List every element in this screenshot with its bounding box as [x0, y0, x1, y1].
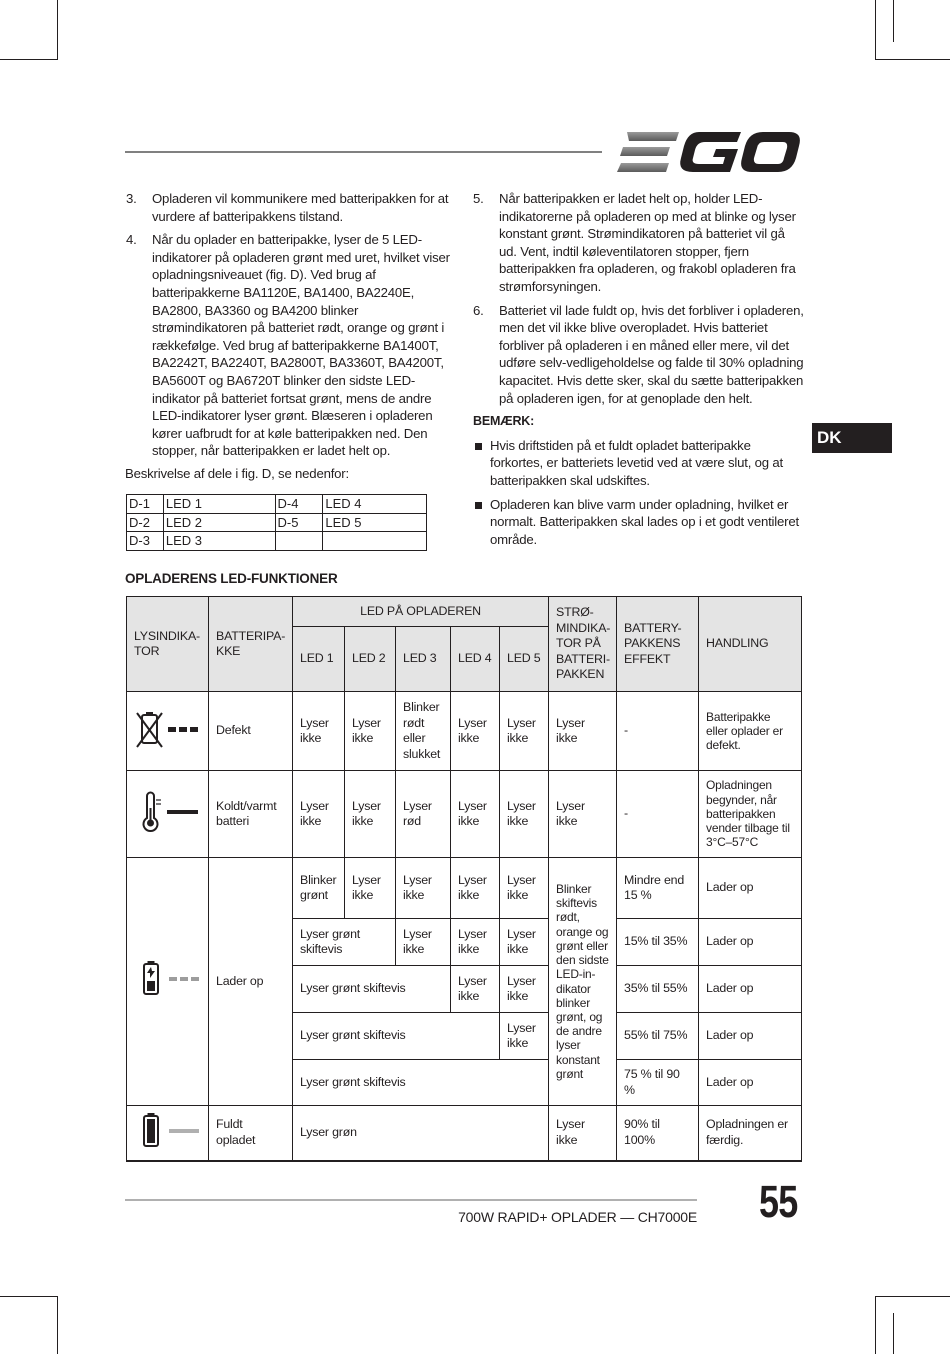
action-cell: Batteripakke eller oplader er defekt. [699, 692, 802, 771]
part-name: LED 3 [163, 532, 275, 551]
header-led5: LED 5 [500, 627, 549, 692]
footer-rule [125, 1199, 697, 1201]
led2-cell: Lyser ikke [345, 771, 396, 858]
right-column [472, 190, 804, 554]
power-indicator-cell: Lyser ikke [549, 1106, 617, 1161]
table-row [127, 513, 427, 532]
led4-cell: Lyser ikke [451, 692, 500, 771]
thermometer-icon [133, 790, 203, 834]
header-action: HANDLING [699, 597, 802, 692]
part-id: D-1 [127, 495, 164, 514]
part-name [323, 532, 427, 551]
table-row [127, 1106, 802, 1161]
header-power-indicator: STRØ-MINDIKA-TOR PÅ BATTERI-PAKKEN [549, 597, 617, 692]
header-led2: LED 2 [345, 627, 396, 692]
part-id: D-3 [127, 532, 164, 551]
led1-cell: Lyser ikke [293, 771, 345, 858]
header-led1: LED 1 [293, 627, 345, 692]
led3-cell: Lyser ikke [396, 858, 451, 919]
led1-cell: Lyser ikke [293, 692, 345, 771]
part-name: LED 4 [323, 495, 427, 514]
header-led3: LED 3 [396, 627, 451, 692]
led3-cell: Lyser ikke [396, 919, 451, 966]
footer-product-name: 700W RAPID+ OPLADER — CH7000E [458, 1209, 697, 1225]
battery-full-icon [133, 1109, 203, 1153]
note-bullet [472, 496, 804, 549]
effect-cell: - [617, 771, 699, 858]
led5-cell: Lyser ikke [500, 966, 549, 1013]
led2-cell: Lyser ikke [345, 858, 396, 919]
crop-mark [875, 1296, 876, 1354]
step-3 [125, 190, 453, 225]
indicator-cell [127, 692, 209, 771]
battery-state: Lader op [209, 858, 293, 1106]
led-functions-table [126, 596, 802, 1162]
part-name: LED 1 [163, 495, 275, 514]
led5-cell: Lyser ikke [500, 858, 549, 919]
header-charger-leds: LED PÅ OPLADEREN [293, 597, 549, 627]
effect-cell: Mindre end 15 % [617, 858, 699, 919]
effect-cell: 90% til 100% [617, 1106, 699, 1161]
action-cell: Lader op [699, 919, 802, 966]
action-cell: Lader op [699, 1013, 802, 1060]
led2-cell: Lyser ikke [345, 692, 396, 771]
step-text: Når batteripakken er ladet helt op, holder LED-indikatorerne på opladeren op med at blinke og lyser konstant grønt. Strømindikatoren på batteriet vil gå ud. Vent, indtil køleventilatoren stopper, fjern batteripakken fra opladeren, og frakobl opladeren fra strømforsyningen. [499, 191, 796, 294]
action-cell: Lader op [699, 1060, 802, 1106]
part-id [275, 532, 323, 551]
table-header-row [127, 597, 802, 627]
crop-mark [893, 0, 894, 42]
part-name: LED 2 [163, 513, 275, 532]
header-indicator: LYSINDIKA-TOR [127, 597, 209, 692]
effect-cell: 35% til 55% [617, 966, 699, 1013]
all-leds-cell: Lyser grønt skiftevis [293, 1060, 549, 1106]
effect-cell: - [617, 692, 699, 771]
effect-cell: 75 % til 90 % [617, 1060, 699, 1106]
indicator-cell [127, 771, 209, 858]
indicator-cell [127, 858, 209, 1106]
battery-crossed-icon [133, 707, 203, 751]
section-title: OPLADERENS LED-FUNKTIONER [125, 571, 338, 586]
crop-mark [57, 0, 58, 60]
note-title: BEMÆRK: [473, 414, 535, 429]
battery-charging-icon [133, 957, 203, 1001]
step-number: 3. [126, 191, 137, 206]
table-row [127, 771, 802, 858]
note-text: Opladeren kan blive varm under opladning, hvilket er normalt. Batteripakken skal lades op i et godt ventileret område. [490, 496, 799, 547]
note-bullet [472, 437, 804, 490]
part-name: LED 5 [323, 513, 427, 532]
crop-mark [0, 59, 58, 60]
action-cell: Lader op [699, 858, 802, 919]
battery-state: Fuldt opladet [209, 1106, 293, 1161]
step-4 [125, 231, 453, 460]
crop-mark [57, 1296, 58, 1354]
table-row [127, 495, 427, 514]
parts-description: Beskrivelse af dele i fig. D, se nedenfor: [125, 466, 349, 481]
crop-mark [875, 1296, 950, 1297]
battery-state: Koldt/varmt batteri [209, 771, 293, 858]
table-row [127, 532, 427, 551]
step-number: 6. [473, 302, 484, 318]
step-number: 5. [473, 191, 484, 206]
step-6 [472, 302, 804, 408]
part-id: D-2 [127, 513, 164, 532]
led5-cell: Lyser ikke [500, 692, 549, 771]
page-number: 55 [759, 1176, 798, 1227]
action-cell: Lader op [699, 966, 802, 1013]
power-indicator-cell: Lyser ikke [549, 692, 617, 771]
led5-cell: Lyser ikke [500, 919, 549, 966]
led4-cell: Lyser ikke [451, 771, 500, 858]
power-indicator-cell: Blinker skiftevis rødt, orange og grønt eller den sidste LED-in-dikator blinker grønt, og de andre lyser konstant grønt [549, 858, 617, 1106]
led4-cell: Lyser ikke [451, 919, 500, 966]
header-battery-effect: BATTERY-PAKKENS EFFEKT [617, 597, 699, 692]
all-leds-cell: Lyser grøn [293, 1106, 549, 1161]
table-row [127, 692, 802, 771]
ego-logo [617, 130, 800, 174]
header-led4: LED 4 [451, 627, 500, 692]
led123-cell: Lyser grønt skiftevis [293, 966, 451, 1013]
effect-cell: 55% til 75% [617, 1013, 699, 1060]
step-5 [472, 190, 804, 296]
note-text: Hvis driftstiden på et fuldt opladet batteripakke forkortes, er batteriets levetid ved at være slut, og at batteripakken skal udskiftes. [490, 437, 783, 488]
led12-cell: Lyser grønt skiftevis [293, 919, 396, 966]
table-row [127, 858, 802, 919]
led3-cell: Blinker rødt eller slukket [396, 692, 451, 771]
header-battery: BATTERIPA-KKE [209, 597, 293, 692]
power-indicator-cell: Lyser ikke [549, 771, 617, 858]
led5-cell: Lyser ikke [500, 1013, 549, 1060]
led4-cell: Lyser ikke [451, 858, 500, 919]
battery-state: Defekt [209, 692, 293, 771]
parts-table [126, 494, 427, 551]
bullet-square-icon [475, 502, 482, 509]
crop-mark [893, 1313, 894, 1354]
led1234-cell: Lyser grønt skiftevis [293, 1013, 500, 1060]
crop-mark [0, 1296, 58, 1297]
led3-cell: Lyser rød [396, 771, 451, 858]
crop-mark [875, 59, 950, 60]
led4-cell: Lyser ikke [451, 966, 500, 1013]
led1-cell: Blinker grønt [293, 858, 345, 919]
language-tab: DK [812, 423, 892, 453]
part-id: D-5 [275, 513, 323, 532]
indicator-cell [127, 1106, 209, 1161]
left-column [125, 190, 453, 466]
part-id: D-4 [275, 495, 323, 514]
step-text: Batteriet vil lade fuldt op, hvis det forbliver i opladeren, men det vil ikke blive overopladet. Hvis batteriet forbliver på opladeren i en måned eller mere, vil det udføre selv-vedligeholdelse og falde til 30% opladning kapacitet. Hvis dette sker, skal du sætte batteripakken på opladeren igen, for at genoplade den helt. [499, 302, 804, 406]
bullet-square-icon [475, 443, 482, 450]
led5-cell: Lyser ikke [500, 771, 549, 858]
effect-cell: 15% til 35% [617, 919, 699, 966]
action-cell: Opladningen begynder, når batteripakken vender tilbage til 3°C–57°C [699, 771, 802, 858]
step-number: 4. [126, 232, 137, 248]
header-rule [125, 151, 602, 153]
crop-mark [875, 0, 876, 60]
action-cell: Opladningen er færdig. [699, 1106, 802, 1161]
step-text: Opladeren vil kommunikere med batteripakken for at vurdere af batteripakkens tilstand. [152, 191, 449, 224]
step-text: Når du oplader en batteripakke, lyser de 5 LED-indikatorer på opladeren grønt med uret, hvilket viser opladningsniveauet (fig. D). Ved brug af batteripakkerne BA1120E, BA1400, BA2240E, BA2800, BA3360 og BA4200 blinker strømindikatoren på batteriet rødt, orange og grønt i rækkefølge. Ved brug af batteripakkerne BA1400T, BA2242T, BA2240T, BA2800T, BA3360T, BA4200T, BA5600T og BA6720T blinker den sidste LED-indikator på batteriet fortsat grønt, mens de andre LED-indikatorer lyser grønt. Blæseren i opladeren kører uafbrudt for at køle batteripakken ned. Den stopper, når batteripakken er ladet helt op. [152, 232, 450, 459]
